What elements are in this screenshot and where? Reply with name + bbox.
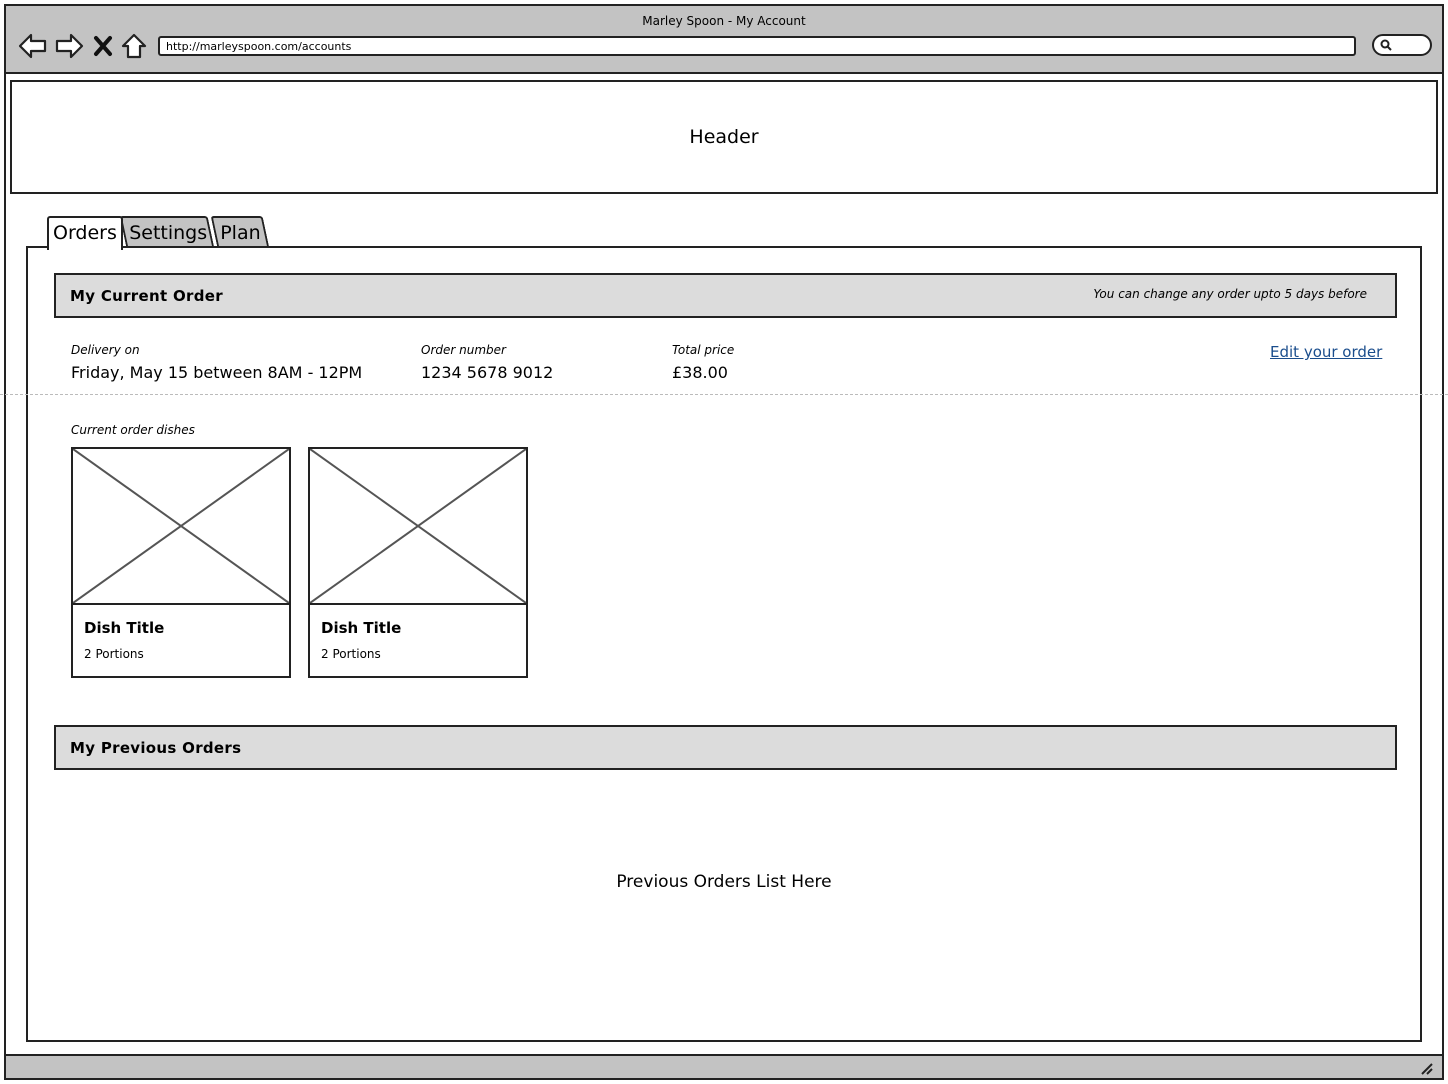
- url-input[interactable]: http://marleyspoon.com/accounts: [158, 36, 1356, 56]
- previous-orders-placeholder: Previous Orders List Here: [616, 872, 832, 892]
- image-placeholder-icon: [73, 449, 289, 603]
- order-number-value: 1234 5678 9012: [421, 363, 554, 382]
- tab-settings-label: Settings: [129, 222, 208, 244]
- status-bar: [6, 1054, 1442, 1078]
- dish-portions: 2 Portions: [321, 647, 381, 661]
- tab-plan-label: Plan: [220, 222, 261, 244]
- tab-plan[interactable]: [211, 216, 270, 248]
- delivery-value: Friday, May 15 between 8AM - 12PM: [71, 363, 363, 382]
- order-change-note: You can change any order upto 5 days before: [1093, 287, 1367, 301]
- dish-image-placeholder: [310, 449, 526, 605]
- image-placeholder-icon: [310, 449, 526, 603]
- divider-line: [0, 394, 1448, 395]
- total-price-label: Total price: [672, 343, 735, 357]
- tab-settings[interactable]: [120, 216, 215, 248]
- resize-grip-icon[interactable]: [1418, 1060, 1434, 1080]
- back-arrow-icon[interactable]: [18, 32, 48, 60]
- browser-toolbar: [6, 6, 1442, 74]
- search-icon: [1380, 39, 1392, 51]
- tab-orders-label: Orders: [53, 222, 117, 244]
- close-icon[interactable]: [92, 32, 114, 60]
- header-label: Header: [689, 126, 759, 148]
- current-order-title: My Current Order: [70, 287, 223, 305]
- dish-card[interactable]: [71, 447, 291, 678]
- tab-orders[interactable]: [47, 216, 123, 250]
- search-field[interactable]: [1372, 34, 1432, 56]
- dish-title: Dish Title: [321, 619, 402, 637]
- dish-portions: 2 Portions: [84, 647, 144, 661]
- current-dishes-label: Current order dishes: [71, 423, 195, 437]
- forward-arrow-icon[interactable]: [54, 32, 84, 60]
- home-icon[interactable]: [120, 32, 148, 60]
- delivery-label: Delivery on: [71, 343, 140, 357]
- dish-image-placeholder: [73, 449, 289, 605]
- previous-orders-title: My Previous Orders: [70, 739, 242, 757]
- order-number-label: Order number: [421, 343, 506, 357]
- current-order-bar: [54, 273, 1397, 318]
- previous-orders-bar: [54, 725, 1397, 770]
- dish-card[interactable]: [308, 447, 528, 678]
- dish-title: Dish Title: [84, 619, 165, 637]
- total-price-value: £38.00: [672, 363, 728, 382]
- window-title: Marley Spoon - My Account: [642, 14, 806, 28]
- edit-order-link[interactable]: Edit your order: [1270, 343, 1383, 361]
